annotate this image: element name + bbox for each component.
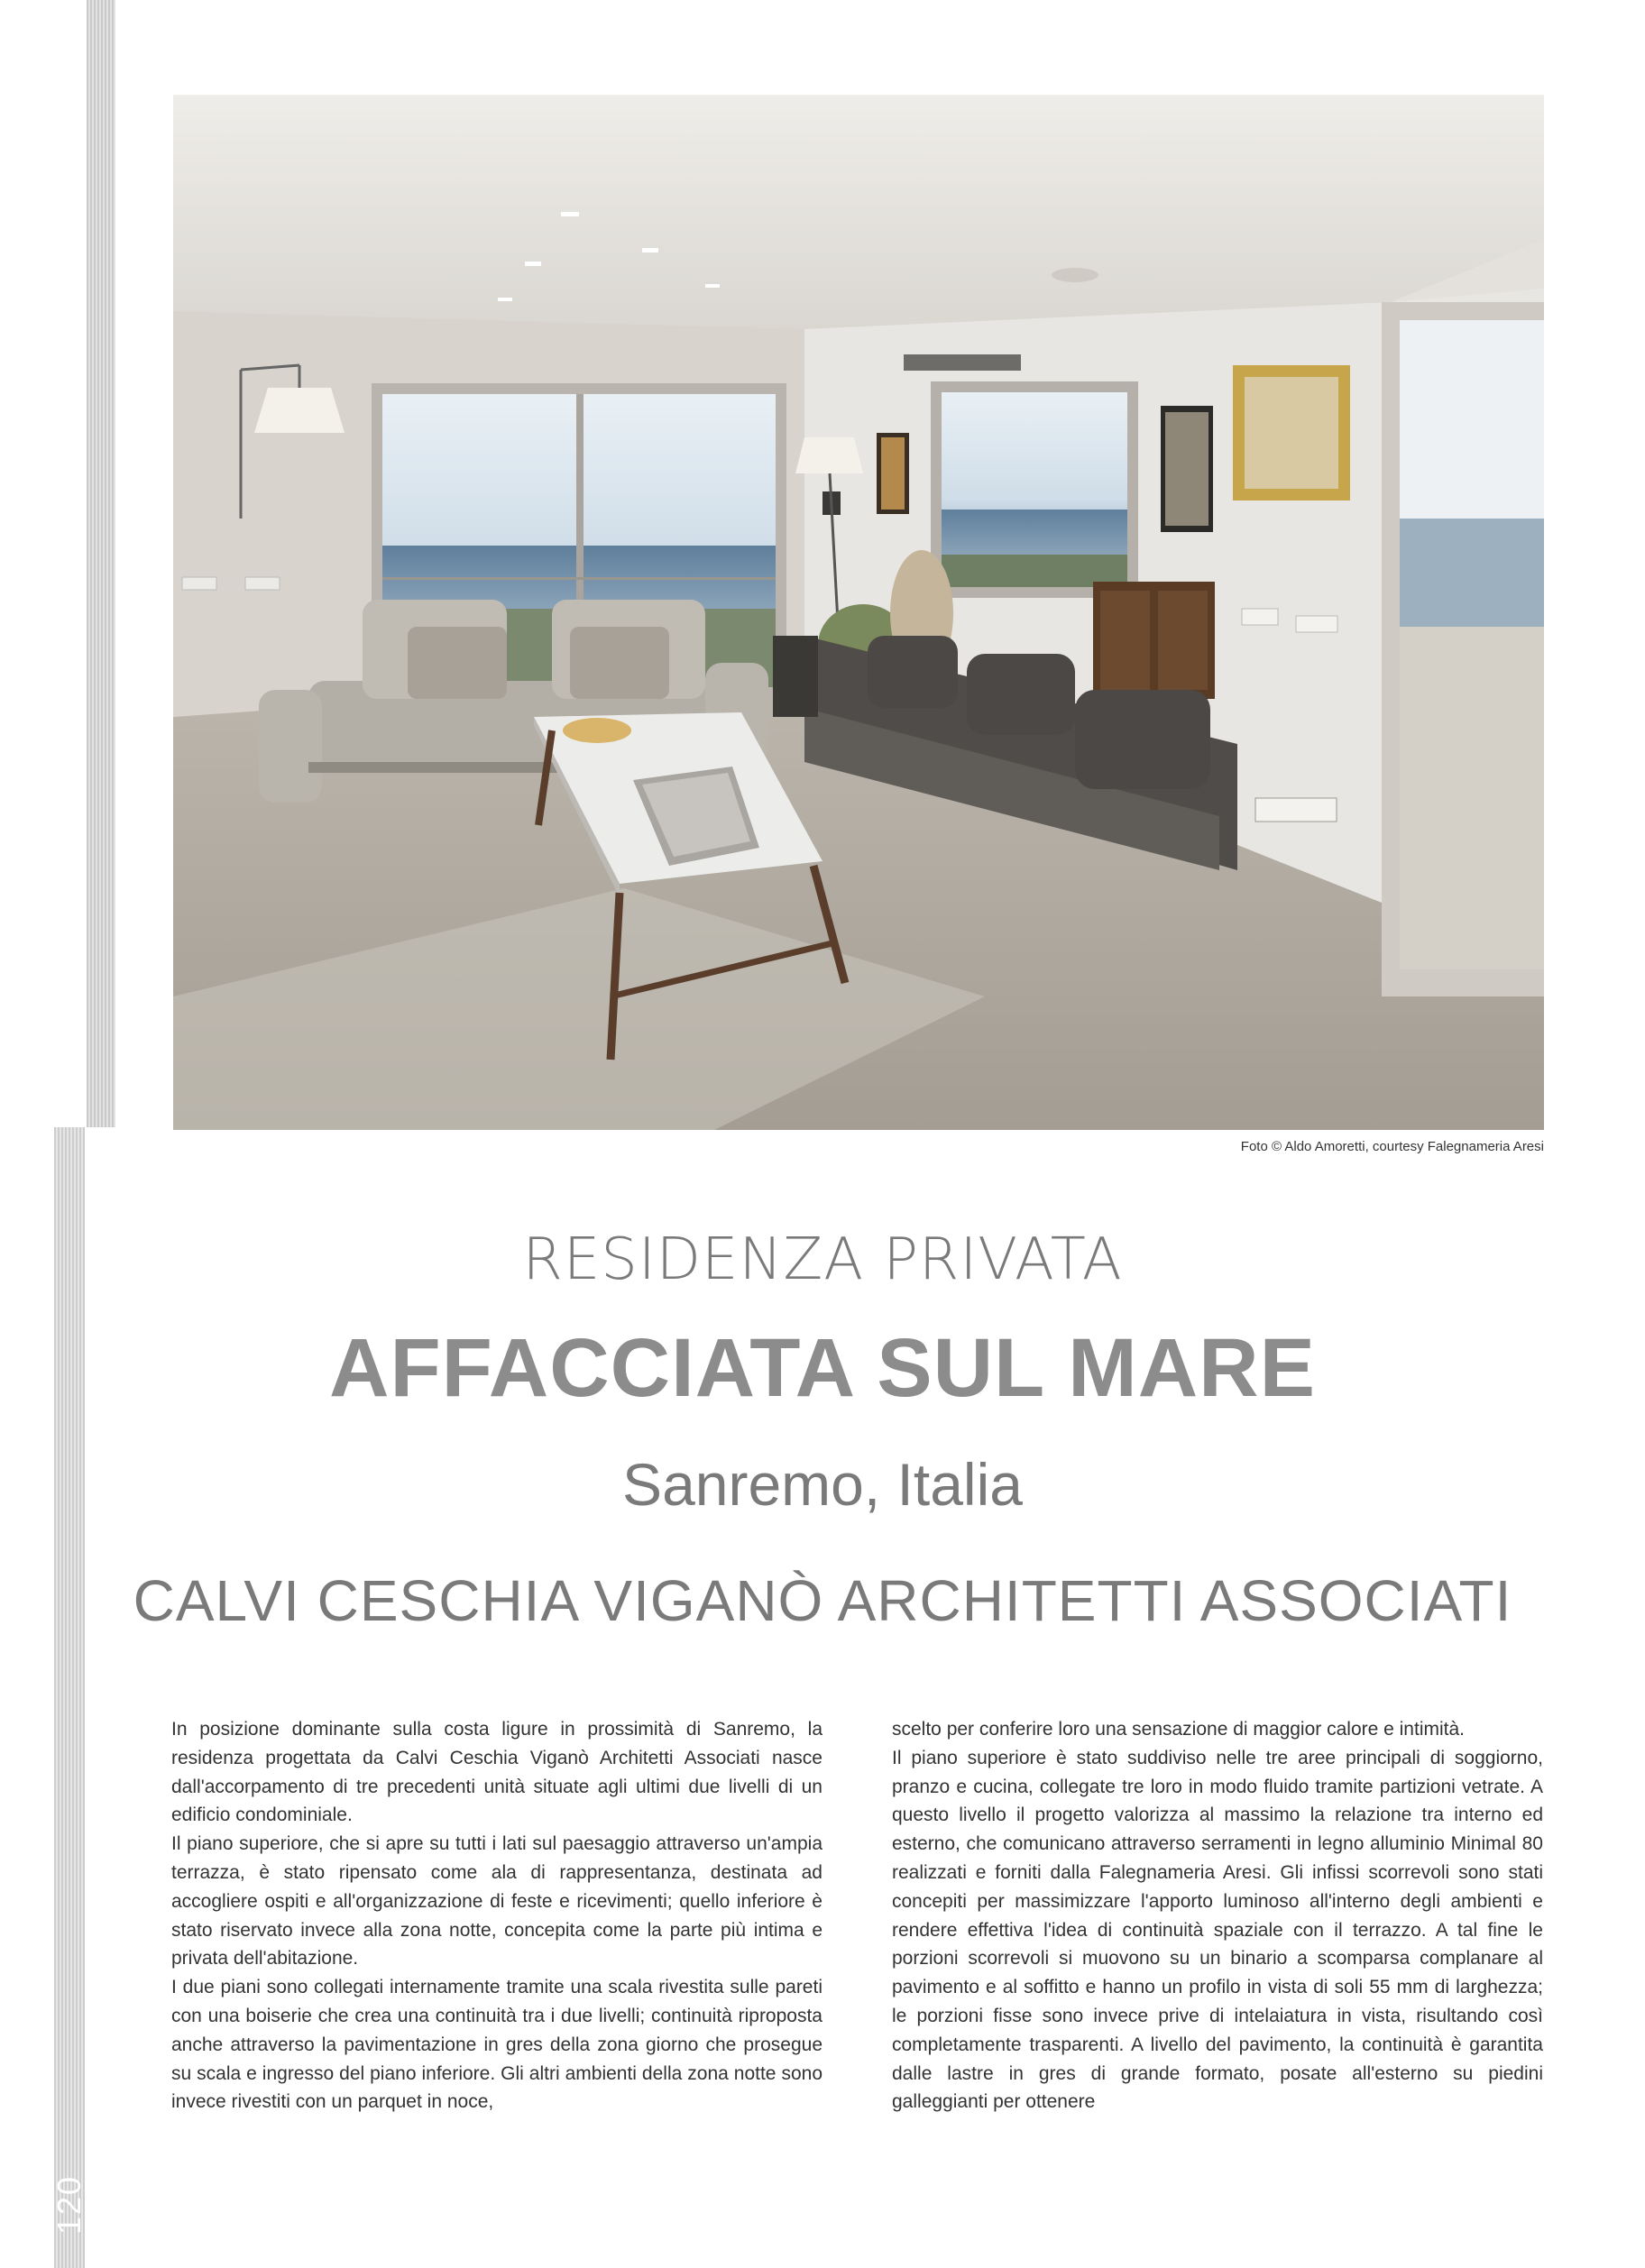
- body-paragraph: Il piano superiore, che si apre su tutti i lati sul paesaggio attraverso un'ampia terrazza, è stato ripensato come ala di rappresentanza, destinata ad accogliere ospiti e all'organizzazione di feste e ricevimenti; quello inferiore è stato riservato invece alla zona notte, concepita come la parte più intima e privata dell'abitazione.: [171, 1833, 822, 1970]
- article-architect: CALVI CESCHIA VIGANÒ ARCHITETTI ASSOCIATI: [133, 1568, 1512, 1633]
- article-kicker: RESIDENZA PRIVATA: [522, 1226, 1123, 1293]
- body-paragraph: I due piani sono collegati internamente tramite una scala rivestita sulle pareti con una boiserie che crea una continuità tra i due livelli; continuità riproposta anche attraverso la pavimentazione in gres della zona giorno che prosegue su scala e ingresso del piano inferiore. Gli altri ambienti della zona notte sono invece rivestiti con un parquet in noce,: [171, 1977, 822, 2113]
- page-number: 120: [51, 2174, 88, 2236]
- body-column-right: [892, 1715, 1543, 2116]
- article-location: Sanremo, Italia: [622, 1451, 1023, 1518]
- page-edge-strip: [87, 0, 115, 1127]
- body-paragraph: In posizione dominante sulla costa ligure in prossimità di Sanremo, la residenza progettata da Calvi Ceschia Viganò Architetti Associati nasce dall'accorpamento di tre precedenti unità situate agli ultimi due livelli di un edificio condominiale.: [171, 1719, 822, 1826]
- page-edge-strip-lower: [54, 1127, 85, 2268]
- body-column-left: [171, 1715, 822, 2116]
- photo-credit: Foto © Aldo Amoretti, courtesy Falegnameria Aresi: [1240, 1139, 1544, 1154]
- body-paragraph: scelto per conferire loro una sensazione di maggior calore e intimità.: [892, 1719, 1465, 1740]
- living-room-photo: [173, 95, 1544, 1130]
- article-headline: AFFACCIATA SUL MARE: [329, 1322, 1316, 1414]
- body-paragraph: Il piano superiore è stato suddiviso nelle tre aree principali di soggiorno, pranzo e cucina, collegate tre loro in modo fluido tramite partizioni vetrate. A questo livello il progetto valorizza al massimo la relazione tra interno ed esterno, che comunicano attraverso serramenti in legno alluminio Minimal 80 realizzati e forniti dalla Falegnameria Aresi. Gli infissi scorrevoli sono stati concepiti per massimizzare l'apporto luminoso all'interno degli ambienti e rendere effettiva l'idea di continuità spaziale con il terrazzo. A tal fine le porzioni scorrevoli si muovono su un binario a scomparsa complanare al pavimento e al soffitto e hanno un profilo in vista di soli 55 mm di larghezza; le porzioni fisse sono invece prive di intelaiatura in vista, risultando così completamente trasparenti. A livello del pavimento, la continuità è garantita dalle lastre in gres di grande formato, posate all'esterno su piedini galleggianti per ottenere: [892, 1747, 1543, 2113]
